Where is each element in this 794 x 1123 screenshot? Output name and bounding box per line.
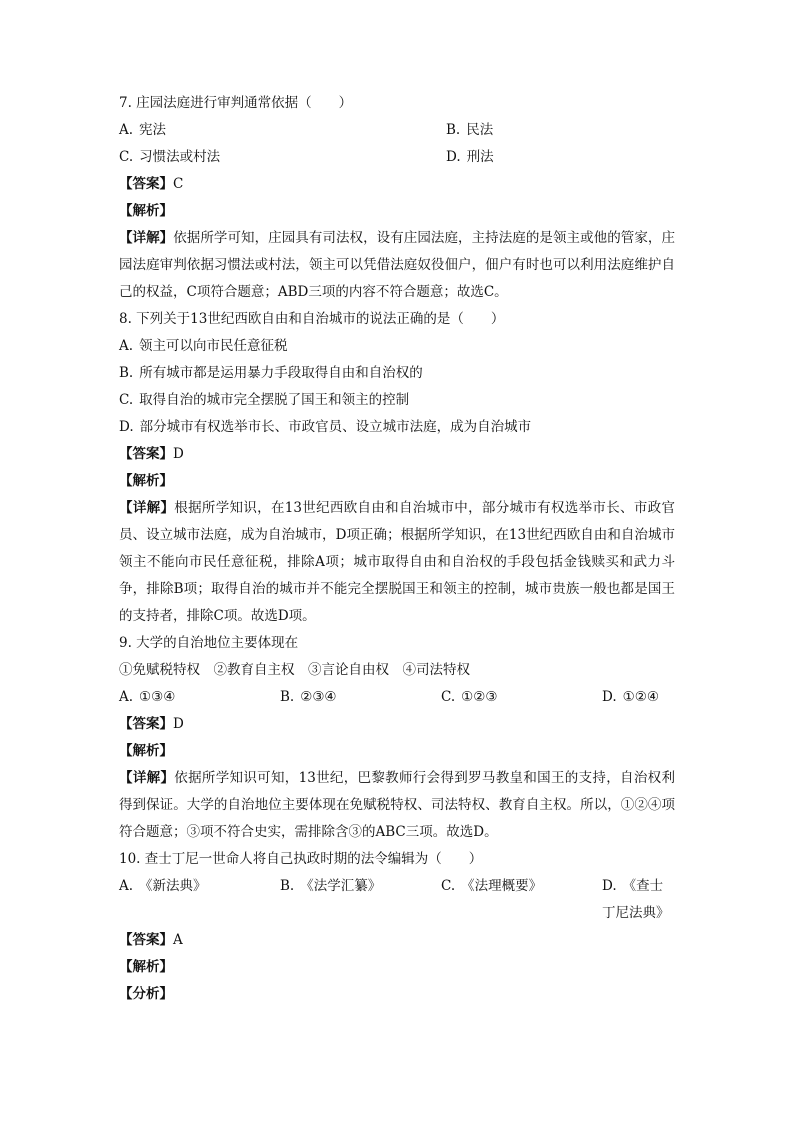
- q7-answer: 【答案】C: [119, 176, 184, 192]
- q8-detail: 【详解】根据所学知识，在13世纪西欧自由和自治城市中，部分城市有权选举市长、市政官员、设立城市法庭，成为自治城市，D项正确；根据所学知识，在13世纪西欧自由和自治城市领主不能向市民任意征税，排除A项；城市取得自由和自治权的手段包括金钱赎买和武力斗争，排除B项；取得自治的城市并不能完全摆脱国王和领主的控制，城市贵族一般也都是国王的支持者，排除C项。故选D项。: [119, 500, 675, 624]
- q7-detail: 【详解】依据所学可知，庄园具有司法权，设有庄园法庭，主持法庭的是领主或他的管家，庄园法庭审判依据习惯法或村法，领主可以凭借法庭奴役佃户，佃户有时也可以利用法庭维护自己的权益，C项符合题意；ABD三项的内容不符合题意；故选C。: [119, 230, 675, 300]
- q7-stem: 7. 庄园法庭进行审判通常依据（ ）: [119, 95, 353, 111]
- q10-option-c: C. 《法理概要》: [441, 878, 543, 894]
- q7-option-b: B. 民法: [446, 122, 494, 138]
- q7-options-row-2: [119, 144, 675, 171]
- q10-analysis-label: 【解析】: [119, 959, 173, 975]
- q7-option-c: C. 习惯法或村法: [119, 149, 221, 165]
- q10-options-row: [119, 873, 675, 927]
- document-page: [119, 90, 675, 1008]
- q8-option-b: B. 所有城市都是运用暴力手段取得自由和自治权的: [119, 365, 423, 381]
- q7-option-d: D. 刑法: [446, 149, 494, 165]
- q9-answer: 【答案】D: [119, 716, 184, 732]
- q9-option-c: C. ①②③: [441, 689, 498, 705]
- q7-analysis-label: 【解析】: [119, 203, 173, 219]
- q9-option-d: D. ①②④: [602, 689, 659, 705]
- q10-option-d: D. 《查士丁尼法典》: [602, 878, 670, 921]
- q9-option-a: A. ①③④: [119, 689, 176, 705]
- q10-stem: 10. 查士丁尼一世命人将自己执政时期的法令编辑为（ ）: [119, 851, 483, 867]
- q7-options-row-1: [119, 117, 675, 144]
- q8-stem: 8. 下列关于13世纪西欧自由和自治城市的说法正确的是（ ）: [119, 311, 505, 327]
- q8-answer: 【答案】D: [119, 446, 184, 462]
- q8-option-c: C. 取得自治的城市完全摆脱了国王和领主的控制: [119, 392, 410, 408]
- q9-options-row: [119, 684, 675, 711]
- q8-analysis-label: 【解析】: [119, 473, 173, 489]
- q8-option-d: D. 部分城市有权选举市长、市政官员、设立城市法庭，成为自治城市: [119, 419, 532, 435]
- q7-option-a: A. 宪法: [119, 122, 167, 138]
- q10-answer: 【答案】A: [119, 932, 183, 948]
- q9-analysis-label: 【解析】: [119, 743, 173, 759]
- q9-items: ①免赋税特权 ②教育自主权 ③言论自由权 ④司法特权: [119, 662, 470, 678]
- q10-option-a: A. 《新法典》: [119, 878, 207, 894]
- q8-option-a: A. 领主可以向市民任意征税: [119, 338, 288, 354]
- q9-stem: 9. 大学的自治地位主要体现在: [119, 635, 299, 651]
- q9-detail: 【详解】依据所学知识可知，13世纪，巴黎教师行会得到罗马教皇和国王的支持，自治权利得到保证。大学的自治地位主要体现在免赋税特权、司法特权、教育自主权。所以，①②④项符合题意；③项不符合史实，需排除含③的ABC三项。故选D。: [119, 770, 675, 840]
- q10-option-b: B. 《法学汇纂》: [280, 878, 382, 894]
- q9-option-b: B. ②③④: [280, 689, 337, 705]
- q10-fenxi-label: 【分析】: [119, 986, 173, 1002]
